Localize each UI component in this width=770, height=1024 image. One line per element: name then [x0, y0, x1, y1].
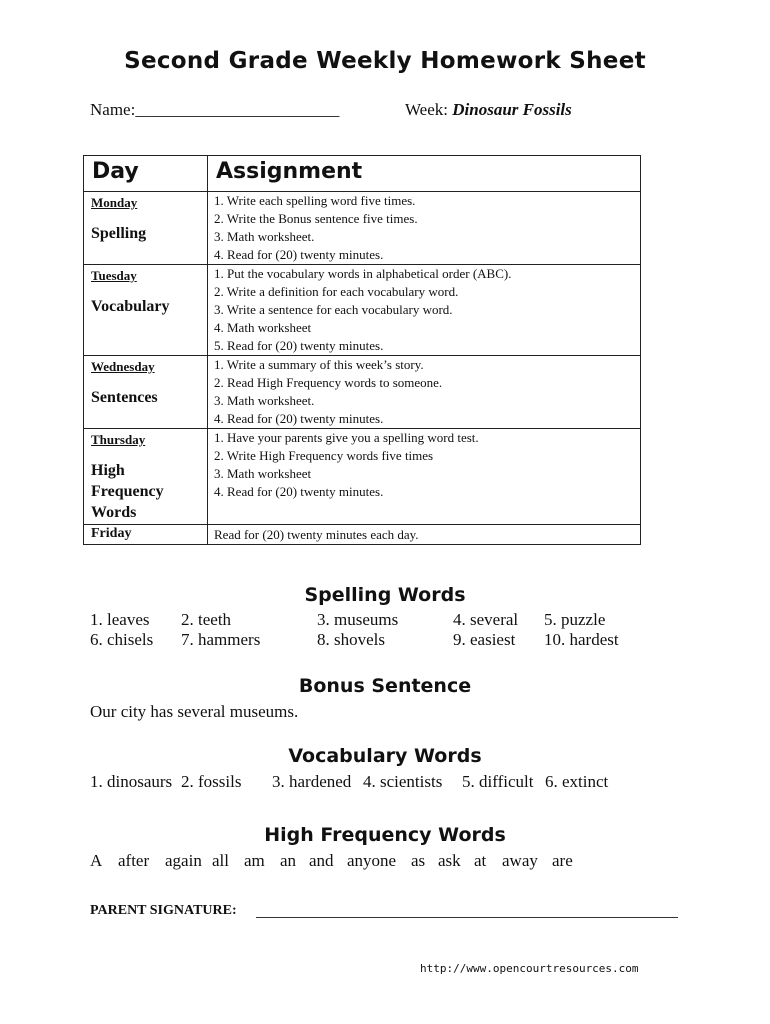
parent-signature-label: PARENT SIGNATURE: [90, 903, 237, 918]
hf-word: and [309, 851, 334, 870]
spelling-word: 6. chisels [90, 630, 154, 649]
spelling-heading: Spelling Words [304, 584, 466, 606]
task-item: 2. Write a definition for each vocabulary word. [214, 284, 459, 299]
hf-word: after [118, 851, 150, 870]
day-cell [84, 429, 208, 525]
task-cell [208, 192, 641, 265]
table-row [84, 356, 641, 429]
header-day: Day [84, 156, 208, 192]
day-name: Friday [91, 526, 132, 541]
task-item: 3. Math worksheet. [214, 393, 315, 408]
task-item: 5. Read for (20) twenty minutes. [214, 338, 384, 353]
day-name: Tuesday [91, 268, 137, 283]
hf-word: at [474, 851, 487, 870]
day-cell [84, 265, 208, 356]
task-item: Read for (20) twenty minutes each day. [214, 527, 419, 542]
bonus-sentence: Our city has several museums. [90, 702, 299, 721]
spelling-word: 7. hammers [181, 630, 261, 649]
day-cell [84, 525, 208, 545]
task-item: 4. Math worksheet [214, 320, 312, 335]
task-item: 2. Write High Frequency words five times [214, 448, 434, 463]
table-row [84, 265, 641, 356]
table-row [84, 429, 641, 525]
task-item: 1. Write each spelling word five times. [214, 193, 416, 208]
task-cell [208, 265, 641, 356]
footer-url: http://www.opencourtresources.com [420, 962, 639, 975]
bonus-heading: Bonus Sentence [298, 675, 472, 697]
table-header-row [84, 156, 641, 192]
vocabulary-heading: Vocabulary Words [288, 745, 482, 767]
hf-word: ask [438, 851, 461, 870]
header-assignment: Assignment [208, 156, 641, 192]
week-label [405, 100, 572, 120]
vocabulary-word: 6. extinct [545, 772, 609, 791]
task-item: 4. Read for (20) twenty minutes. [214, 484, 384, 499]
day-subject: Spelling [91, 225, 147, 242]
hf-word: am [244, 851, 265, 870]
day-name: Monday [91, 195, 138, 210]
table-row [84, 192, 641, 265]
page-title: Second Grade Weekly Homework Sheet [124, 48, 646, 74]
spelling-word: 5. puzzle [544, 610, 606, 629]
day-cell [84, 192, 208, 265]
hf-word: all [212, 851, 229, 870]
spelling-word: 3. museums [317, 610, 399, 629]
spelling-word: 4. several [453, 610, 519, 629]
vocabulary-word: 5. difficult [462, 772, 534, 791]
task-item: 3. Math worksheet. [214, 229, 315, 244]
spelling-word: 8. shovels [317, 630, 385, 649]
day-name: Wednesday [91, 359, 155, 374]
task-item: 1. Put the vocabulary words in alphabetical order (ABC). [214, 266, 512, 281]
week-theme: Dinosaur Fossils [452, 100, 572, 119]
table-row [84, 525, 641, 545]
task-item: 3. Math worksheet [214, 466, 312, 481]
signature-line [256, 917, 678, 918]
task-item: 4. Read for (20) twenty minutes. [214, 247, 384, 262]
vocabulary-word: 1. dinosaurs [90, 772, 173, 791]
day-name: Thursday [91, 432, 146, 447]
task-item: 3. Write a sentence for each vocabulary word. [214, 302, 453, 317]
spelling-word: 1. leaves [90, 610, 150, 629]
hf-word: A [90, 851, 103, 870]
hf-word: away [502, 851, 538, 870]
homework-table [83, 155, 641, 545]
task-item: 2. Write the Bonus sentence five times. [214, 211, 418, 226]
vocabulary-word: 3. hardened [272, 772, 352, 791]
task-item: 1. Write a summary of this week’s story. [214, 357, 424, 372]
day-subject: High Frequency Words [91, 462, 164, 521]
task-cell [208, 356, 641, 429]
week-label-text: Week: [405, 100, 448, 119]
spelling-word: 10. hardest [544, 630, 619, 649]
hf-word: as [411, 851, 426, 870]
hf-word: an [280, 851, 297, 870]
spelling-word: 9. easiest [453, 630, 516, 649]
spelling-word: 2. teeth [181, 610, 232, 629]
vocabulary-word: 2. fossils [181, 772, 242, 791]
day-cell [84, 356, 208, 429]
task-cell [208, 525, 641, 545]
high-frequency-heading: High Frequency Words [264, 824, 506, 846]
day-subject: Vocabulary [91, 298, 170, 315]
name-field-label: Name:________________________ [90, 100, 340, 119]
task-item: 1. Have your parents give you a spelling word test. [214, 430, 479, 445]
task-cell [208, 429, 641, 525]
task-item: 2. Read High Frequency words to someone. [214, 375, 443, 390]
hf-word: are [552, 851, 573, 870]
hf-word: anyone [347, 851, 397, 870]
hf-word: again [165, 851, 202, 870]
day-subject: Sentences [91, 389, 158, 406]
task-item: 4. Read for (20) twenty minutes. [214, 411, 384, 426]
vocabulary-word: 4. scientists [363, 772, 443, 791]
